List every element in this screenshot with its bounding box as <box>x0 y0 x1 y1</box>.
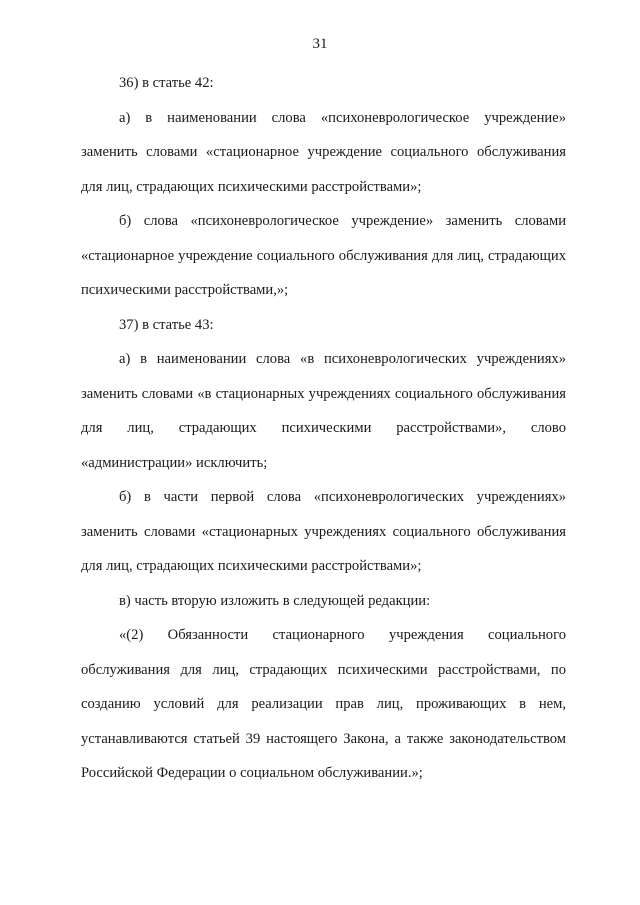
paragraph-37a: а) в наименовании слова «в психоневрологических учреждениях» заменить словами «в стационарных учреждениях социального обслуживания для лиц, страдающих психическими расстройствами», слово «администрации» исключить; <box>81 351 566 471</box>
paragraph-36a: а) в наименовании слова «психоневрологическое учреждение» заменить словами «стационарное учреждение социального обслуживания для лиц, страдающих психическими расстройствами»; <box>81 109 566 195</box>
paragraph-37v: в) часть вторую изложить в следующей редакции: <box>119 592 431 609</box>
paragraph-36b: б) слова «психоневрологическое учреждение» заменить словами «стационарное учреждение социального обслуживания для лиц, страдающих психическими расстройствами,»; <box>81 213 566 298</box>
paragraph-37b: б) в части первой слова «психоневрологических учреждениях» заменить словами «стационарных учреждениях социального обслуживания для лиц, страдающих психическими расстройствами»; <box>81 489 566 574</box>
paragraph-36-heading: 36) в статье 42: <box>119 75 214 91</box>
paragraph-37-heading: 37) в статье 43: <box>119 316 214 333</box>
document-body <box>81 66 566 791</box>
paragraph-quoted-part-2: «(2) Обязанности стационарного учреждения социального обслуживания для лиц, страдающих психическими расстройствами, по созданию условий для реализации прав лиц, проживающих в нем, устанавливаются статьей 39 настоящего Закона, а также законодательством Российской Федерации о социальном обслуживании.»; <box>81 627 566 781</box>
page-number: 31 <box>312 36 328 52</box>
